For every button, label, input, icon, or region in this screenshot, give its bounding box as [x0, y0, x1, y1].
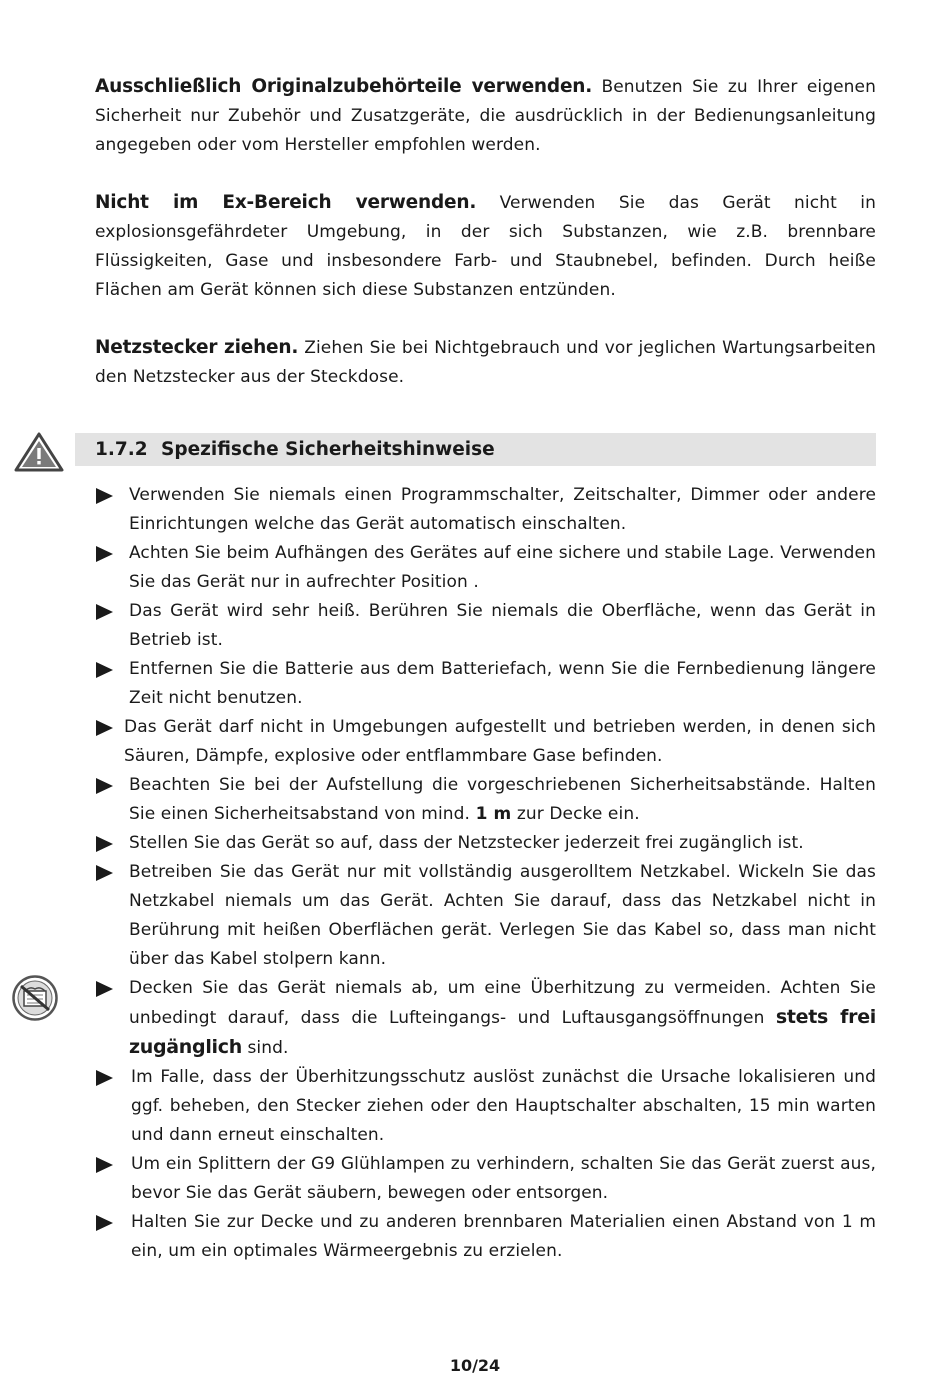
list-item — [95, 974, 876, 1063]
list-item — [95, 713, 876, 771]
paragraph-ex-area — [95, 188, 876, 305]
bullet-arrow-icon — [96, 981, 113, 997]
bullet-arrow-icon — [96, 546, 113, 562]
bullet-arrow-icon — [96, 865, 113, 881]
list-item-text: Halten Sie zur Decke und zu anderen brennbaren Materialien einen Abstand von 1 m ein, um ein optimales Wärmeergebnis zu erzielen. — [131, 1212, 876, 1261]
list-item-text: zur Decke ein. — [516, 804, 640, 824]
safety-bullet-list — [95, 481, 876, 1266]
bullet-arrow-icon — [96, 1157, 113, 1173]
list-item-emphasis: stets frei zugänglich — [129, 1006, 877, 1058]
paragraph-lead: Ausschließlich Originalzubehörteile verwenden. — [95, 76, 593, 97]
list-item — [95, 1150, 876, 1208]
bullet-arrow-icon — [96, 720, 113, 736]
bullet-arrow-icon — [96, 778, 113, 794]
section-heading — [75, 433, 876, 466]
bullet-arrow-icon — [96, 1070, 113, 1086]
paragraph-lead: Nicht im Ex-Bereich verwenden. — [95, 192, 477, 213]
section-number: 1.7.2 — [95, 439, 148, 460]
section-title: Spezifische Sicherheitshinweise — [161, 439, 495, 460]
list-item — [95, 481, 876, 539]
list-item-text: Verwenden Sie niemals einen Programmschalter, Zeitschalter, Dimmer oder andere Einrichtungen welche das Gerät automatisch einschalten. — [129, 485, 876, 534]
bullet-arrow-icon — [96, 662, 113, 678]
list-item — [95, 1208, 876, 1266]
list-item-text: Beachten Sie bei der Aufstellung die vorgeschriebenen Sicherheitsabstände. Halten Sie einen Sicherheitsabstand von mind. — [129, 775, 876, 824]
bullet-arrow-icon — [96, 488, 113, 504]
list-item — [95, 858, 876, 974]
bullet-arrow-icon — [96, 836, 113, 852]
list-item-text: Betreiben Sie das Gerät nur mit vollständig ausgerolltem Netzkabel. Wickeln Sie das Netzkabel niemals um das Gerät. Achten Sie darauf, dass das Netzkabel nicht in Berührung mit heißen Oberflächen gerät. Verlegen Sie das Kabel so, dass man nicht über das Kabel stolpern kann. — [129, 862, 876, 969]
paragraph-unplug — [95, 333, 876, 392]
list-item-text: Im Falle, dass der Überhitzungsschutz auslöst zunächst die Ursache lokalisieren und ggf. beheben, den Stecker ziehen oder den Hauptschalter abschalten, 15 min warten und dann erneut einschalten. — [131, 1067, 876, 1145]
paragraph-body: Verwenden Sie das Gerät nicht in explosionsgefährdeter Umgebung, in der sich Substanzen, wie z.B. brennbare Flüssigkeiten, Gase und insbesondere Farb- und Staubnebel, befinden. Durch heiße Flächen am Gerät können sich diese Substanzen entzünden. — [95, 193, 876, 300]
do-not-cover-icon — [12, 975, 58, 1021]
paragraph-body: Benutzen Sie zu Ihrer eigenen Sicherheit nur Zubehör und Zusatzgeräte, die ausdrücklich in der Bedienungsanleitung angegeben oder vom Hersteller empfohlen werden. — [95, 77, 876, 155]
list-item-text: Das Gerät wird sehr heiß. Berühren Sie niemals die Oberfläche, wenn das Gerät in Betrieb ist. — [129, 601, 876, 650]
list-item-text: Das Gerät darf nicht in Umgebungen aufgestellt und betrieben werden, in denen sich Säuren, Dämpfe, explosive oder entflammbare Gase befinden. — [124, 717, 876, 766]
paragraph-body: Ziehen Sie bei Nichtgebrauch und vor jeglichen Wartungsarbeiten den Netzstecker aus der Steckdose. — [95, 338, 877, 387]
list-item — [95, 1063, 876, 1150]
list-item — [95, 655, 876, 713]
list-item — [95, 829, 876, 858]
list-item-text: sind. — [247, 1038, 289, 1058]
list-item-text: Achten Sie beim Aufhängen des Gerätes auf eine sichere und stabile Lage. Verwenden Sie das Gerät nur in aufrechter Position . — [129, 543, 876, 592]
list-item — [95, 771, 876, 829]
list-item-text: Stellen Sie das Gerät so auf, dass der Netzstecker jederzeit frei zugänglich ist. — [129, 833, 804, 853]
list-item-text: Um ein Splittern der G9 Glühlampen zu verhindern, schalten Sie das Gerät zuerst aus, bevor Sie das Gerät säubern, bewegen oder entsorgen. — [131, 1154, 876, 1203]
paragraph-original-accessories — [95, 72, 876, 160]
bullet-arrow-icon — [96, 604, 113, 620]
list-item-text: Decken Sie das Gerät niemals ab, um eine Überhitzung zu vermeiden. Achten Sie unbedingt darauf, dass die Lufteingangs- und Luftausgangsöffnungen — [129, 978, 876, 1028]
list-item — [95, 597, 876, 655]
list-item-text: Entfernen Sie die Batterie aus dem Batteriefach, wenn Sie die Fernbedienung längere Zeit nicht benutzen. — [129, 659, 876, 708]
bullet-arrow-icon — [96, 1215, 113, 1231]
page-number: 10/24 — [449, 1356, 501, 1375]
warning-triangle-icon — [14, 432, 64, 472]
list-item-emphasis: 1 m — [475, 804, 512, 824]
list-item — [95, 539, 876, 597]
paragraph-lead: Netzstecker ziehen. — [95, 337, 299, 358]
